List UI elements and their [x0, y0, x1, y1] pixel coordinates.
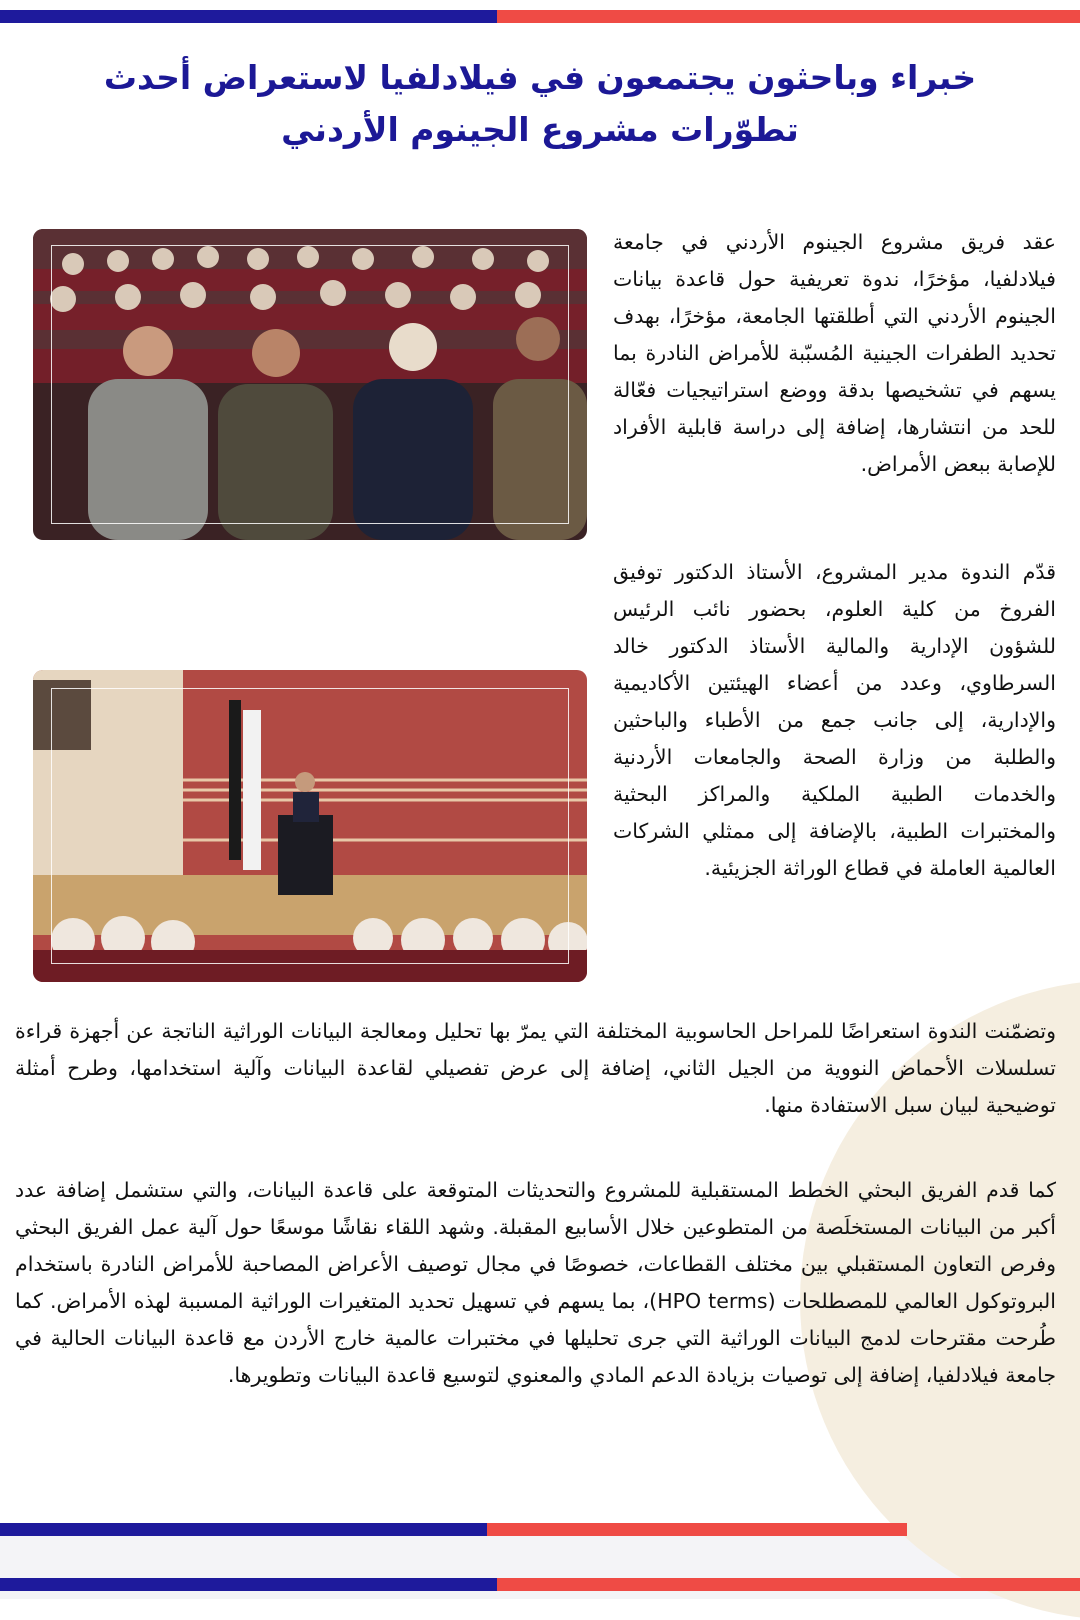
- paragraph-computational-stages: وتضمّنت الندوة استعراضًا للمراحل الحاسوبية المختلفة التي يمرّ بها تحليل ومعالجة البيانات الوراثية الناتجة عن أجهزة قراءة تسلسلات الأحماض النووية من الجيل الثاني، إضافة إلى عرض تفصيلي لقاعدة البيانات وآلية استخدامها، وطرح أمثلة توضيحية لبيان سبل الاستفادة منها.: [15, 1019, 1056, 1117]
- paragraph-presenter: قدّم الندوة مدير المشروع، الأستاذ الدكتور توفيق الفروخ من كلية العلوم، بحضور نائب الرئيس للشؤون الإدارية والمالية الأستاذ الدكتور خالد السرطاوي، وعدد من أعضاء الهيئتين الأكاديمية والإدارية، إلى جانب جمع من الأطباء والباحثين والطلبة من وزارة الصحة والجامعات الأردنية والخدمات الطبية الملكية والمراكز البحثية والمختبرات الطبية، بالإضافة إلى ممثلي الشركات العالمية العاملة في قطاع الوراثة الجزيئية.: [613, 560, 1056, 880]
- footer-color-bar: [0, 1523, 1080, 1536]
- audience-photo: [33, 229, 587, 540]
- paragraph-intro: عقد فريق مشروع الجينوم الأردني في جامعة فيلادلفيا، مؤخرًا، ندوة تعريفية حول قاعدة بيانات الجينوم الأردني التي أطلقتها الجامعة، مؤخرًا، بهدف تحديد الطفرات الجينية المُسبّبة للأمراض النادرة بما يسهم في تشخيصها بدقة ووضع استراتيجيات فعّالة للحد من انتشارها، إضافة إلى دراسة قابلية الأفراد للإصابة ببعض الأمراض.: [613, 230, 1056, 476]
- top-color-bar: [0, 10, 1080, 23]
- paragraph-future-plans: كما قدم الفريق البحثي الخطط المستقبلية للمشروع والتحديثات المتوقعة على قاعدة البيانات، والتي ستشمل إضافة عدد أكبر من البيانات المستخلَصة من المتطوعين خلال الأسابيع المقبلة. وشهد اللقاء نقاشًا موسعًا حول آلية عمل الفريق البحثي وفرص التعاون المستقبلي بين مختلف القطاعات، خصوصًا في مجال توصيف الأعراض المصاحبة للأمراض النادرة باستخدام البروتوكول العالمي للمصطلحات (HPO terms)، بما يسهم في تسهيل تحديد المتغيرات الوراثية المسببة لهذه الأمراض. كما طُرحت مقترحات لدمج البيانات الوراثية التي جرى تحليلها في مختبرات عالمية خارج الأردن مع قاعدة البيانات الحالية في جامعة فيلادلفيا، إضافة إلى توصيات بزيادة الدعم المادي والمعنوي لتوسيع قاعدة البيانات وتطويرها.: [15, 1178, 1056, 1387]
- speaker-photo: [33, 670, 587, 982]
- bottom-color-bar: [0, 1578, 1080, 1591]
- article-title: خبراء وباحثون يجتمعون في فيلادلفيا لاستعراض أحدث تطوّرات مشروع الجينوم الأردني: [103, 58, 977, 149]
